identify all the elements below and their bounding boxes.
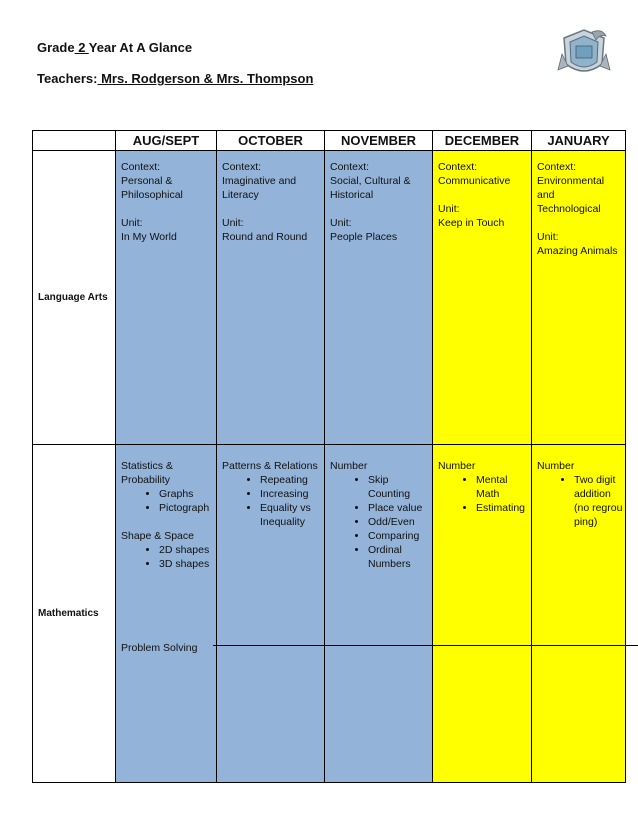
math-heading: Patterns & Relations: [222, 460, 318, 472]
math-heading: Number: [330, 460, 368, 472]
list-item: • Mental Math: [476, 473, 516, 501]
math-bullet-list: [330, 473, 428, 571]
context-line: Historical: [330, 189, 374, 201]
school-crest-logo: [556, 24, 612, 80]
la-december-cell: [433, 151, 532, 445]
header-corner-cell: [33, 131, 116, 151]
column-header-october: OCTOBER: [217, 131, 325, 151]
math-bullet-list: [121, 487, 212, 515]
column-header-aug-sept: AUG/SEPT: [116, 131, 217, 151]
math-bullet-list: [222, 473, 322, 529]
grade-value: 2: [74, 40, 89, 55]
context-line: Imaginative and: [222, 175, 297, 187]
unit-label: Unit:: [438, 203, 460, 215]
math-november-cell: [325, 445, 433, 783]
teachers-line: [37, 71, 313, 86]
list-item: • 3D shapes: [159, 557, 212, 571]
context-line: Philosophical: [121, 189, 183, 201]
math-aug-sept-cell: [116, 445, 217, 783]
teachers-label: Teachers:: [37, 71, 98, 86]
unit-name: Keep in Touch: [438, 217, 505, 229]
teachers-names: Mrs. Rodgerson & Mrs. Thompson: [97, 71, 314, 86]
list-item: • Estimating: [476, 501, 527, 515]
column-header-december: DECEMBER: [433, 131, 532, 151]
column-header-november: NOVEMBER: [325, 131, 433, 151]
la-november-cell: [325, 151, 433, 445]
unit-label: Unit:: [222, 217, 244, 229]
list-item: • Two digit addition (no regrouping): [574, 473, 623, 529]
year-at-a-glance-table: [32, 130, 626, 783]
context-line: Social, Cultural &: [330, 175, 411, 187]
grade-suffix: Year At A Glance: [88, 40, 193, 55]
context-line: Communicative: [438, 175, 511, 187]
math-footer: Problem Solving: [121, 642, 198, 654]
table-header-row: [33, 131, 626, 151]
math-bullet-list: [537, 473, 623, 529]
list-item: • Comparing: [368, 529, 428, 543]
la-aug-sept-cell: [116, 151, 217, 445]
la-october-cell: [217, 151, 325, 445]
unit-label: Unit:: [330, 217, 352, 229]
math-january-cell: [532, 445, 626, 783]
unit-name: In My World: [121, 231, 177, 243]
context-label: Context:: [330, 161, 370, 173]
list-item: • Graphs: [159, 487, 212, 501]
math-heading: Number: [438, 460, 476, 472]
list-item: • Ordinal Numbers: [368, 543, 428, 571]
math-heading: Statistics &: [121, 460, 173, 472]
unit-name: Amazing Animals: [537, 245, 618, 257]
list-item: • Pictograph: [159, 501, 212, 515]
unit-name: People Places: [330, 231, 398, 243]
context-line: Environmental: [537, 175, 605, 187]
math-heading: Probability: [121, 474, 171, 486]
context-label: Context:: [537, 161, 577, 173]
list-item: • 2D shapes: [159, 543, 212, 557]
grade-label: Grade: [37, 40, 75, 55]
context-line: and: [537, 189, 555, 201]
math-december-cell: [433, 445, 532, 783]
context-label: Context:: [438, 161, 478, 173]
list-item: • Equality vs Inequality: [260, 501, 322, 529]
horizontal-rule: [213, 645, 638, 646]
context-line: Personal &: [121, 175, 173, 187]
table-row-language-arts: [33, 151, 626, 445]
context-label: Context:: [222, 161, 262, 173]
column-header-january: JANUARY: [532, 131, 626, 151]
list-item: • Increasing: [260, 487, 322, 501]
list-item: • Repeating: [260, 473, 322, 487]
list-item: • Place value: [368, 501, 428, 515]
context-label: Context:: [121, 161, 161, 173]
table-row-mathematics: [33, 445, 626, 783]
row-label-language-arts: Language Arts: [33, 151, 116, 445]
context-line: Technological: [537, 203, 601, 215]
list-item: • Odd/Even: [368, 515, 428, 529]
math-bullet-list: [438, 473, 527, 515]
row-label-mathematics: Mathematics: [33, 445, 116, 783]
unit-name: Round and Round: [222, 231, 308, 243]
document-title: [37, 40, 192, 55]
math-october-cell: [217, 445, 325, 783]
unit-label: Unit:: [121, 217, 143, 229]
math-heading: Shape & Space: [121, 530, 194, 542]
list-item: • Skip Counting: [368, 473, 428, 501]
la-january-cell: [532, 151, 626, 445]
context-line: Literacy: [222, 189, 259, 201]
math-bullet-list: [121, 543, 212, 571]
unit-label: Unit:: [537, 231, 559, 243]
math-heading: Number: [537, 460, 575, 472]
